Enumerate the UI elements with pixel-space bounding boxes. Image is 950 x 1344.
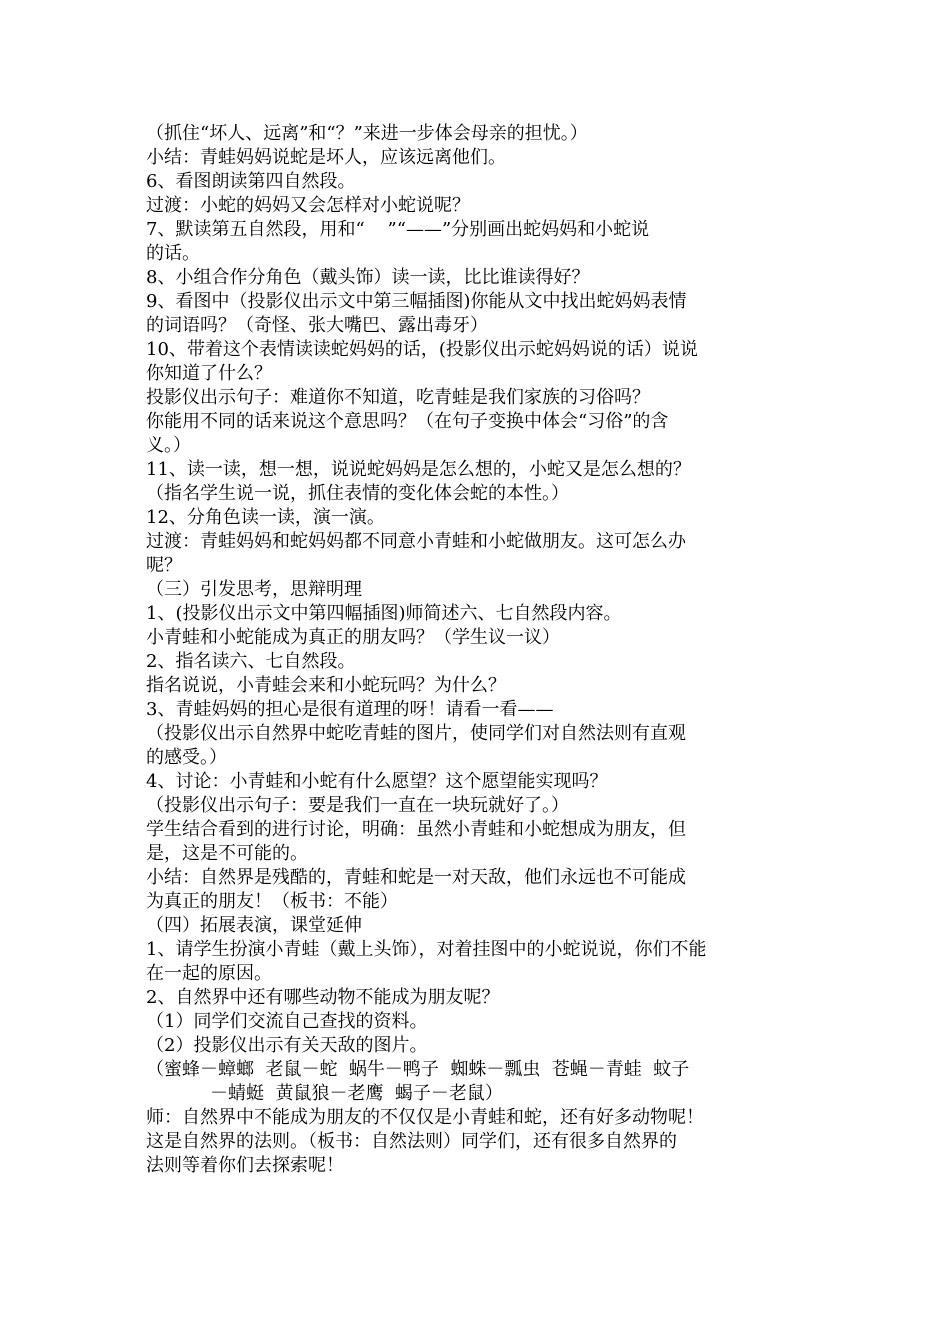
text-line: 1、请学生扮演小青蛙（戴上头饰），对着挂图中的小蛇说说，你们不能 xyxy=(146,939,707,960)
text-line: 你知道了什么？ xyxy=(146,363,272,384)
text-line: 你能用不同的话来说这个意思吗？（在句子变换中体会“习俗”的含 xyxy=(146,411,669,432)
section-heading: （三）引发思考，思辩明理 xyxy=(146,579,362,600)
text-line: （抓住“坏人、远离”和“？”来进一步体会母亲的担忧。） xyxy=(146,123,588,144)
text-line: 2、指名读六、七自然段。 xyxy=(146,651,356,672)
text-line: 9、看图中（投影仪出示文中第三幅插图)你能从文中找出蛇妈妈表情 xyxy=(146,291,687,312)
text-line: 呢？ xyxy=(146,555,182,576)
text-line: 小结：青蛙妈妈说蛇是坏人，应该远离他们。 xyxy=(146,147,506,168)
document-body xyxy=(146,122,814,1178)
text-line: 1、(投影仪出示文中第四幅插图)师简述六、七自然段内容。 xyxy=(146,603,622,624)
text-line: 的感受。） xyxy=(146,747,227,768)
text-line: （指名学生说一说，抓住表情的变化体会蛇的本性。） xyxy=(146,483,569,504)
text-line: 3、青蛙妈妈的担心是很有道理的呀！请看一看—— xyxy=(146,699,554,720)
text-line: 4、讨论：小青蛙和小蛇有什么愿望？这个愿望能实现吗？ xyxy=(146,771,608,792)
text-line: 小青蛙和小蛇能成为真正的朋友吗？（学生议一议） xyxy=(146,627,560,648)
text-line: 小结：自然界是残酷的，青蛙和蛇是一对天敌，他们永远也不可能成 xyxy=(146,867,686,888)
text-line: 的词语吗？（奇怪、张大嘴巴、露出毒牙） xyxy=(146,315,488,336)
text-line: 10、带着这个表情读读蛇妈妈的话，(投影仪出示蛇妈妈说的话）说说 xyxy=(146,339,698,360)
text-line: 义。） xyxy=(146,435,191,456)
text-line: 7、默读第五自然段，用和“ ”“——”分别画出蛇妈妈和小蛇说 xyxy=(146,219,650,240)
text-line: 投影仪出示句子：难道你不知道，吃青蛙是我们家族的习俗吗？ xyxy=(146,387,650,408)
text-line: 师：自然界中不能成为朋友的不仅仅是小青蛙和蛇，还有好多动物呢！ xyxy=(146,1107,704,1128)
text-line: －蜻蜓 黄鼠狼－老鹰 蝎子－老鼠） xyxy=(210,1083,503,1104)
text-line: （投影仪出示自然界中蛇吃青蛙的图片，使同学们对自然法则有直观 xyxy=(146,723,686,744)
section-heading: （四）拓展表演，课堂延伸 xyxy=(146,915,362,936)
text-line: 12、分角色读一读，演一演。 xyxy=(146,507,385,528)
text-line: 是，这是不可能的。 xyxy=(146,843,308,864)
text-line: 过渡：青蛙妈妈和蛇妈妈都不同意小青蛙和小蛇做朋友。这可怎么办 xyxy=(146,531,686,552)
text-line: （投影仪出示句子：要是我们一直在一块玩就好了。） xyxy=(146,795,569,816)
text-line: 指名说说，小青蛙会来和小蛇玩吗？为什么？ xyxy=(146,675,506,696)
text-line: 这是自然界的法则。（板书：自然法则）同学们，还有很多自然界的 xyxy=(146,1131,677,1152)
text-line: 11、读一读，想一想，说说蛇妈妈是怎么想的，小蛇又是怎么想的？ xyxy=(146,459,691,480)
text-line: 过渡：小蛇的妈妈又会怎样对小蛇说呢？ xyxy=(146,195,470,216)
text-line: （2）投影仪出示有关天敌的图片。 xyxy=(146,1035,428,1056)
text-line: 8、小组合作分角色（戴头饰）读一读，比比谁读得好？ xyxy=(146,267,590,288)
text-line: （蜜蜂－蟑螂 老鼠－蛇 蜗牛－鸭子 蜘蛛－瓢虫 苍蝇－青蛙 蚊子 xyxy=(146,1059,690,1080)
text-line: 6、看图朗读第四自然段。 xyxy=(146,171,356,192)
text-line: 法则等着你们去探索呢！ xyxy=(146,1155,344,1176)
text-line: 2、自然界中还有哪些动物不能成为朋友呢？ xyxy=(146,987,500,1008)
text-line: 学生结合看到的进行讨论，明确：虽然小青蛙和小蛇想成为朋友，但 xyxy=(146,819,686,840)
text-line: 为真正的朋友！（板书：不能） xyxy=(146,891,398,912)
text-line: 的话。 xyxy=(146,243,200,264)
text-line: （1）同学们交流自己查找的资料。 xyxy=(146,1011,428,1032)
text-line: 在一起的原因。 xyxy=(146,963,272,984)
